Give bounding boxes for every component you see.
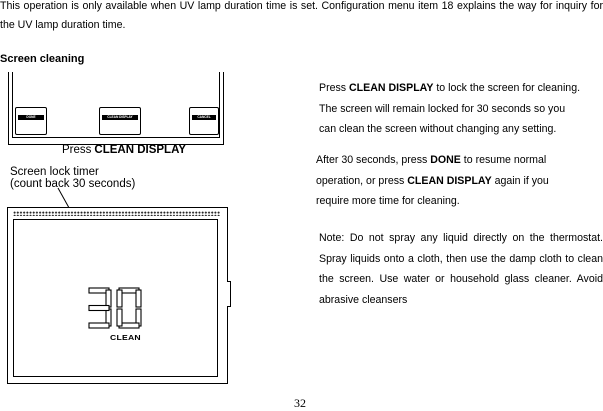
clean-display-button-label: CLEAN DISPLAY	[102, 115, 138, 120]
countdown-digits	[14, 220, 217, 376]
lock-line-1-pre: Press	[319, 82, 350, 94]
digit-0-segment-d	[89, 323, 109, 328]
clean-status-text: CLEAN	[110, 333, 141, 342]
paragraph-lock-line-2: The screen will remain locked for 30 seconds so you	[319, 102, 566, 115]
press-caption-prefix: Press	[62, 144, 92, 156]
lock-line-1-post: to lock the screen for cleaning.	[433, 82, 581, 94]
section-heading: Screen cleaning	[0, 53, 85, 65]
digit-1-segment-f	[117, 290, 122, 307]
callout-line-1: Screen lock timer	[10, 166, 99, 178]
lcd-screen	[13, 219, 218, 377]
lock-line-1-bold: CLEAN DISPLAY	[349, 82, 434, 94]
resume-line-1-post: to resume normal	[460, 154, 547, 166]
resume-line-1-bold: DONE	[430, 154, 461, 166]
digit-0-segment-b	[106, 290, 111, 307]
resume-line-2-bold: CLEAN DISPLAY	[407, 174, 492, 187]
digit-0-segment-g	[89, 306, 109, 311]
lcd-dot-border	[13, 211, 220, 216]
paragraph-resume-line-3: require more time for cleaning.	[316, 195, 460, 207]
press-caption-bold: CLEAN DISPLAY	[94, 144, 186, 156]
intro-paragraph: This operation is only available when UV lamp duration time is set. Configuration menu item 18 explains the way for inquiry for the UV lamp duration time.	[0, 0, 603, 31]
lcd-side-tab	[227, 281, 231, 307]
resume-line-2-pre: operation, or press	[316, 174, 408, 187]
page-number: 32	[294, 396, 306, 410]
paragraph-lock-line-3: can clean the screen without changing any setting.	[319, 123, 557, 135]
resume-line-2-post: again if you	[491, 174, 549, 187]
resume-line-1-pre: After 30 seconds, press	[316, 154, 431, 166]
note-paragraph: Note: Do not spray any liquid directly on the thermostat. Spray liquids onto a cloth, then use the damp cloth to clean the screen. Use water or household glass cleaner. Avoid abrasive cleansers	[319, 232, 603, 306]
thermostat-lcd	[7, 207, 228, 384]
digit-1-segment-b	[136, 290, 141, 307]
cancel-button-label: CANCEL	[192, 115, 216, 120]
done-button-label: DONE	[18, 115, 44, 120]
paragraph-lock-line-1	[319, 78, 580, 99]
paragraph-resume-line-1	[316, 150, 549, 171]
paragraph-lock	[319, 78, 580, 140]
paragraph-resume-line-2	[316, 171, 549, 192]
callout-line-2: (count back 30 seconds)	[10, 178, 136, 190]
digit-1-segment-e	[117, 309, 122, 326]
paragraph-resume	[316, 150, 549, 212]
